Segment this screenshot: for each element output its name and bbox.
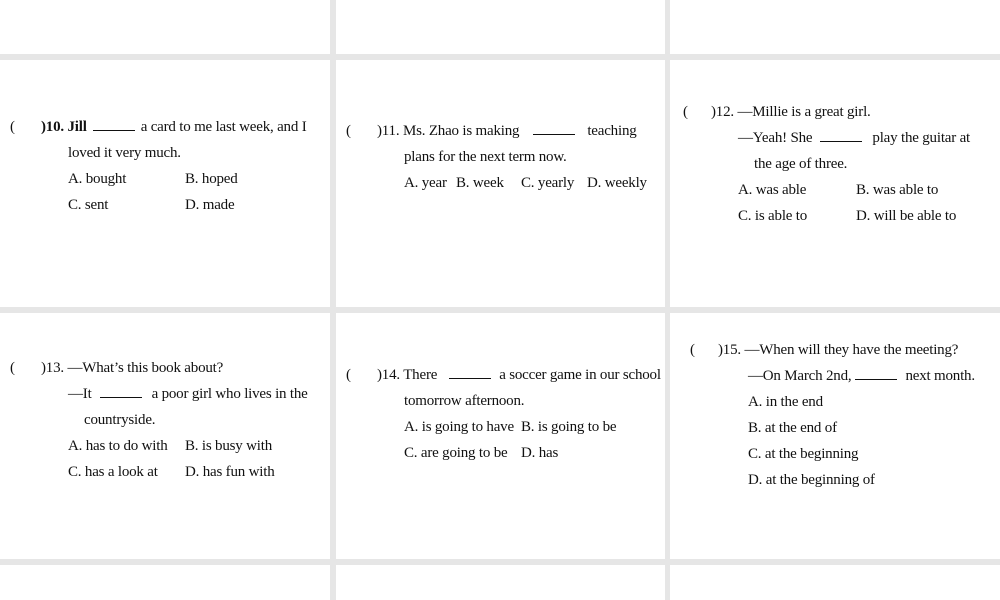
- answer-blank[interactable]: [93, 117, 135, 131]
- cell-question-12: [670, 60, 1000, 307]
- answer-blank[interactable]: [533, 121, 575, 135]
- cell-question-15: [670, 313, 1000, 559]
- option-a[interactable]: A. was able: [738, 182, 807, 198]
- answer-blank[interactable]: [449, 365, 491, 379]
- option-a[interactable]: A. in the end: [748, 394, 823, 410]
- cell-top-right: [670, 0, 1000, 54]
- option-d[interactable]: D. at the beginning of: [748, 472, 875, 488]
- answer-blank[interactable]: [855, 366, 897, 380]
- option-d[interactable]: D. weekly: [587, 175, 647, 191]
- question-10-stem: a card to me last week, and I: [140, 119, 307, 135]
- question-13-line3: countryside.: [84, 412, 156, 428]
- question-number-14: )14. There: [377, 367, 438, 383]
- cell-bottom-right: [670, 565, 1000, 600]
- cell-top-left: [0, 0, 330, 54]
- option-d[interactable]: D. has: [521, 445, 559, 461]
- option-b[interactable]: B. was able to: [856, 182, 939, 198]
- question-number-10: )10. Jill: [41, 119, 87, 135]
- option-c[interactable]: C. at the beginning: [748, 446, 859, 462]
- cell-question-10: [0, 60, 330, 307]
- question-15-line2-b: next month.: [905, 368, 975, 384]
- option-a[interactable]: A. has to do with: [68, 438, 168, 454]
- option-b[interactable]: B. is busy with: [185, 438, 273, 454]
- option-a[interactable]: A. bought: [68, 171, 127, 187]
- option-d[interactable]: D. will be able to: [856, 208, 957, 224]
- answer-paren[interactable]: (: [10, 360, 15, 376]
- question-10-stem-line2: loved it very much.: [68, 145, 181, 161]
- cell-bottom-left: [0, 565, 330, 600]
- cell-question-13: [0, 313, 330, 559]
- option-c[interactable]: C. yearly: [521, 175, 575, 191]
- answer-paren[interactable]: (: [10, 119, 15, 135]
- option-b[interactable]: B. at the end of: [748, 420, 837, 436]
- cell-question-14: [336, 313, 665, 559]
- option-c[interactable]: C. are going to be: [404, 445, 508, 461]
- question-number-15: )15. —When will they have the meeting?: [718, 342, 959, 358]
- question-12-line2-b: play the guitar at: [872, 130, 971, 146]
- question-13: [10, 355, 325, 485]
- question-13-line2-b: a poor girl who lives in the: [151, 386, 308, 402]
- question-15-line2-a: —On March 2nd,: [748, 368, 852, 384]
- option-b[interactable]: B. week: [456, 175, 504, 191]
- question-15: [690, 337, 995, 493]
- question-12-line2-a: —Yeah! She: [738, 130, 813, 146]
- question-11-stem: teaching: [587, 123, 637, 139]
- option-b[interactable]: B. hoped: [185, 171, 238, 187]
- question-14: [346, 362, 661, 466]
- option-a[interactable]: A. year: [404, 175, 447, 191]
- cell-top-middle: [336, 0, 665, 54]
- answer-paren[interactable]: (: [683, 104, 688, 120]
- question-number-13: )13. —What’s this book about?: [41, 360, 224, 376]
- question-14-stem: a soccer game in our school: [499, 367, 661, 383]
- answer-blank[interactable]: [820, 128, 862, 142]
- answer-blank[interactable]: [100, 384, 142, 398]
- question-12-line3: the age of three.: [754, 156, 848, 172]
- option-a[interactable]: A. is going to have: [404, 419, 514, 435]
- answer-paren[interactable]: (: [346, 123, 351, 139]
- option-c[interactable]: C. has a look at: [68, 464, 158, 480]
- question-number-11: )11. Ms. Zhao is making: [377, 123, 520, 139]
- question-11: [346, 118, 661, 196]
- option-c[interactable]: C. sent: [68, 197, 109, 213]
- question-11-stem-line2: plans for the next term now.: [404, 149, 567, 165]
- option-d[interactable]: D. has fun with: [185, 464, 275, 480]
- cell-question-11: [336, 60, 665, 307]
- option-b[interactable]: B. is going to be: [521, 419, 617, 435]
- question-14-stem-line2: tomorrow afternoon.: [404, 393, 525, 409]
- question-number-12: )12. —Millie is a great girl.: [711, 104, 871, 120]
- question-12: [680, 99, 995, 229]
- answer-paren[interactable]: (: [346, 367, 351, 383]
- answer-paren[interactable]: (: [690, 342, 695, 358]
- option-c[interactable]: C. is able to: [738, 208, 808, 224]
- question-10: [10, 114, 325, 218]
- question-13-line2-a: —It: [68, 386, 92, 402]
- option-d[interactable]: D. made: [185, 197, 235, 213]
- cell-bottom-middle: [336, 565, 665, 600]
